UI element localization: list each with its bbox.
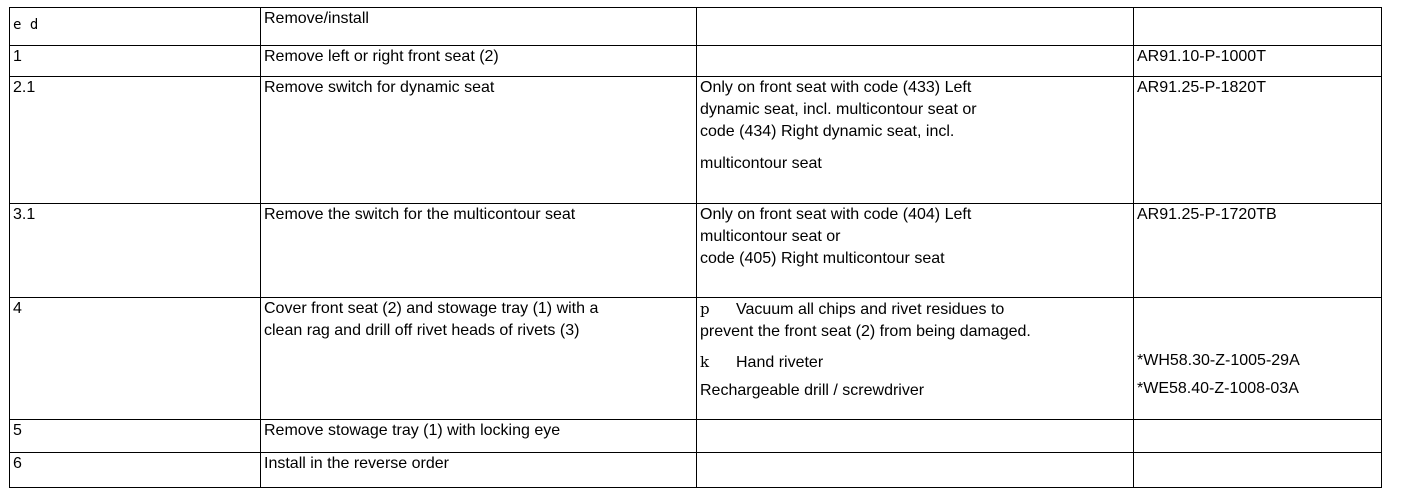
note-line: prevent the front seat (2) from being damaged. [700,323,1031,340]
header-remove-install: Remove/install [261,8,697,46]
step-notes [697,453,1134,488]
step-action: Install in the reverse order [261,453,697,488]
step-action: Remove switch for dynamic seat [261,77,697,204]
header-notes [697,8,1134,46]
step-action: Remove stowage tray (1) with locking eye [261,420,697,453]
header-reference [1134,8,1382,46]
step-number: 5 [10,420,261,453]
step-reference [1134,298,1382,420]
step-reference[interactable]: AR91.10-P-1000T [1134,46,1382,77]
header-symbols-text: e d [13,17,39,33]
step-notes [697,46,1134,77]
tool-line: Rechargeable drill / screwdriver [700,382,925,399]
action-line: Cover front seat (2) and stowage tray (1) with a [264,300,599,317]
step-notes [697,298,1134,420]
step-number: 2.1 [10,77,261,204]
step-number: 4 [10,298,261,420]
step-reference [1134,453,1382,488]
table-row [10,298,1382,420]
tool-reference[interactable]: *WE58.40-Z-1008-03A [1137,380,1299,397]
note-line: Only on front seat with code (404) Left [700,206,972,223]
table-row [10,453,1382,488]
table-row [10,77,1382,204]
tool-reference[interactable]: *WH58.30-Z-1005-29A [1137,352,1300,369]
table-row [10,204,1382,298]
procedure-table [9,7,1382,488]
note-line: Only on front seat with code (433) Left [700,79,972,96]
note-line: dynamic seat, incl. multicontour seat or [700,101,977,118]
note-text: Vacuum all chips and rivet residues to [736,301,1005,318]
header-symbols [10,8,261,46]
step-notes [697,204,1134,298]
step-reference[interactable]: AR91.25-P-1820T [1134,77,1382,204]
step-action: Remove the switch for the multicontour seat [261,204,697,298]
step-notes [697,420,1134,453]
note-line: multicontour seat [700,155,822,172]
table-row [10,46,1382,77]
action-line: clean rag and drill off rivet heads of rivets (3) [264,322,580,339]
step-number: 1 [10,46,261,77]
note-line: code (434) Right dynamic seat, incl. [700,123,955,140]
step-reference[interactable]: AR91.25-P-1720TB [1134,204,1382,298]
note-line: multicontour seat or [700,228,841,245]
table-row [10,420,1382,453]
tool-icon: k [700,353,710,371]
step-number: 6 [10,453,261,488]
note-line [700,298,1133,321]
note-icon: p [700,300,710,318]
tool-line [700,351,1133,374]
step-notes [697,77,1134,204]
step-reference [1134,420,1382,453]
note-line: code (405) Right multicontour seat [700,250,945,267]
step-number: 3.1 [10,204,261,298]
tool-text: Hand riveter [736,354,824,371]
header-row [10,8,1382,46]
step-action: Remove left or right front seat (2) [261,46,697,77]
step-action [261,298,697,420]
